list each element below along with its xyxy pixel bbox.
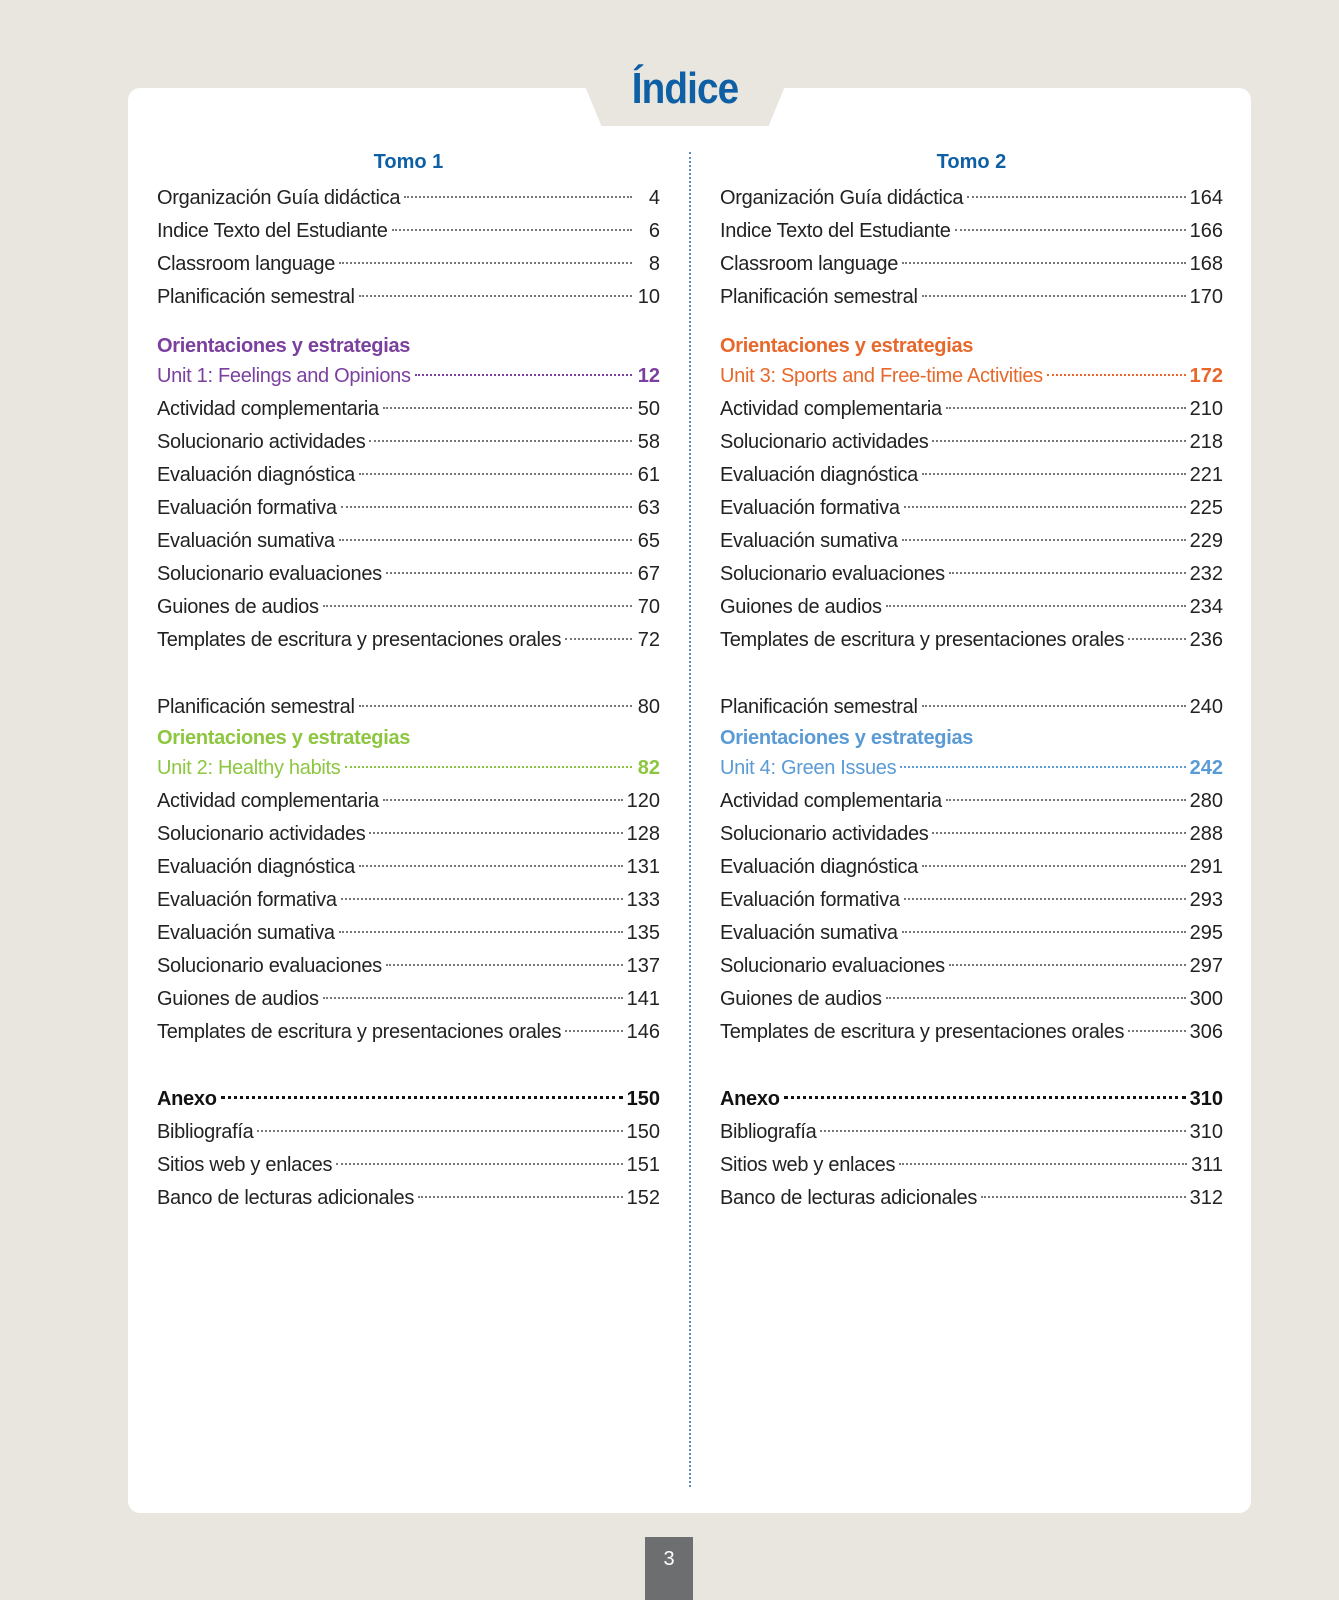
toc-entry[interactable]: Evaluación diagnóstica 291 bbox=[720, 856, 1223, 878]
annex-entry[interactable]: Anexo 310 bbox=[720, 1088, 1223, 1110]
toc-entry[interactable]: Solucionario evaluaciones 232 bbox=[720, 563, 1223, 585]
unit-1-entry[interactable]: Unit 1: Feelings and Opinions 12 bbox=[157, 365, 660, 387]
toc-entry[interactable]: Planificación semestral 10 bbox=[157, 286, 660, 308]
toc-entry[interactable]: Evaluación diagnóstica 61 bbox=[157, 464, 660, 486]
toc-entry[interactable]: Indice Texto del Estudiante 166 bbox=[720, 220, 1223, 242]
toc-entry[interactable]: Organización Guía didáctica 4 bbox=[157, 187, 660, 209]
unit-4-entry[interactable]: Unit 4: Green Issues 242 bbox=[720, 757, 1223, 779]
tomo-2-column bbox=[720, 148, 1223, 1215]
toc-entry[interactable]: Banco de lecturas adicionales 312 bbox=[720, 1187, 1223, 1209]
toc-entry[interactable]: Sitios web y enlaces 311 bbox=[720, 1154, 1223, 1176]
tomo-1-column bbox=[157, 148, 660, 1215]
toc-entry[interactable]: Actividad complementaria 210 bbox=[720, 398, 1223, 420]
toc-entry[interactable]: Solucionario actividades 218 bbox=[720, 431, 1223, 453]
toc-entry[interactable]: Solucionario actividades 288 bbox=[720, 823, 1223, 845]
section-heading-unit-2: Orientaciones y estrategias bbox=[157, 727, 411, 749]
unit-3-entry[interactable]: Unit 3: Sports and Free-time Activities 172 bbox=[720, 365, 1223, 387]
toc-entry[interactable]: Evaluación sumativa 135 bbox=[157, 922, 660, 944]
toc-entry[interactable]: Evaluación formativa 133 bbox=[157, 889, 660, 911]
toc-entry[interactable]: Templates de escritura y presentaciones orales 72 bbox=[157, 629, 660, 651]
toc-entry[interactable]: Guiones de audios 234 bbox=[720, 596, 1223, 618]
tomo-1-heading: Tomo 1 bbox=[373, 151, 444, 173]
toc-entry[interactable]: Solucionario evaluaciones 297 bbox=[720, 955, 1223, 977]
toc-entry[interactable]: Bibliografía 310 bbox=[720, 1121, 1223, 1143]
toc-entry[interactable]: Bibliografía 150 bbox=[157, 1121, 660, 1143]
annex-entry[interactable]: Anexo 150 bbox=[157, 1088, 660, 1110]
toc-entry[interactable]: Sitios web y enlaces 151 bbox=[157, 1154, 660, 1176]
section-heading-unit-3: Orientaciones y estrategias bbox=[720, 335, 974, 357]
toc-entry[interactable]: Solucionario actividades 128 bbox=[157, 823, 660, 845]
page-number: 3 bbox=[645, 1537, 693, 1600]
toc-entry[interactable]: Evaluación diagnóstica 131 bbox=[157, 856, 660, 878]
toc-entry[interactable]: Guiones de audios 141 bbox=[157, 988, 660, 1010]
toc-entry[interactable]: Organización Guía didáctica 164 bbox=[720, 187, 1223, 209]
toc-entry[interactable]: Templates de escritura y presentaciones orales 146 bbox=[157, 1021, 660, 1043]
toc-entry[interactable]: Evaluación formativa 293 bbox=[720, 889, 1223, 911]
toc-entry[interactable]: Guiones de audios 70 bbox=[157, 596, 660, 618]
toc-entry[interactable]: Classroom language 8 bbox=[157, 253, 660, 275]
toc-entry[interactable]: Evaluación formativa 225 bbox=[720, 497, 1223, 519]
column-divider bbox=[689, 152, 691, 1487]
toc-entry[interactable]: Evaluación sumativa 229 bbox=[720, 530, 1223, 552]
unit-2-entry[interactable]: Unit 2: Healthy habits 82 bbox=[157, 757, 660, 779]
toc-entry[interactable]: Banco de lecturas adicionales 152 bbox=[157, 1187, 660, 1209]
toc-entry[interactable]: Actividad complementaria 280 bbox=[720, 790, 1223, 812]
toc-entry[interactable]: Actividad complementaria 120 bbox=[157, 790, 660, 812]
toc-entry[interactable]: Evaluación formativa 63 bbox=[157, 497, 660, 519]
tomo-2-heading: Tomo 2 bbox=[936, 151, 1007, 173]
toc-entry[interactable]: Solucionario evaluaciones 137 bbox=[157, 955, 660, 977]
toc-entry[interactable]: Evaluación sumativa 295 bbox=[720, 922, 1223, 944]
section-heading-unit-4: Orientaciones y estrategias bbox=[720, 727, 974, 749]
toc-entry[interactable]: Evaluación sumativa 65 bbox=[157, 530, 660, 552]
page-title: Índice bbox=[631, 64, 739, 113]
toc-entry[interactable]: Solucionario evaluaciones 67 bbox=[157, 563, 660, 585]
toc-entry[interactable]: Evaluación diagnóstica 221 bbox=[720, 464, 1223, 486]
toc-entry[interactable]: Planificación semestral 80 bbox=[157, 696, 660, 718]
section-heading-unit-1: Orientaciones y estrategias bbox=[157, 335, 411, 357]
toc-entry[interactable]: Actividad complementaria 50 bbox=[157, 398, 660, 420]
toc-entry[interactable]: Classroom language 168 bbox=[720, 253, 1223, 275]
toc-entry[interactable]: Planificación semestral 240 bbox=[720, 696, 1223, 718]
toc-entry[interactable]: Templates de escritura y presentaciones orales 236 bbox=[720, 629, 1223, 651]
toc-entry[interactable]: Guiones de audios 300 bbox=[720, 988, 1223, 1010]
toc-entry[interactable]: Solucionario actividades 58 bbox=[157, 431, 660, 453]
toc-entry[interactable]: Planificación semestral 170 bbox=[720, 286, 1223, 308]
toc-entry[interactable]: Indice Texto del Estudiante 6 bbox=[157, 220, 660, 242]
toc-entry[interactable]: Templates de escritura y presentaciones orales 306 bbox=[720, 1021, 1223, 1043]
